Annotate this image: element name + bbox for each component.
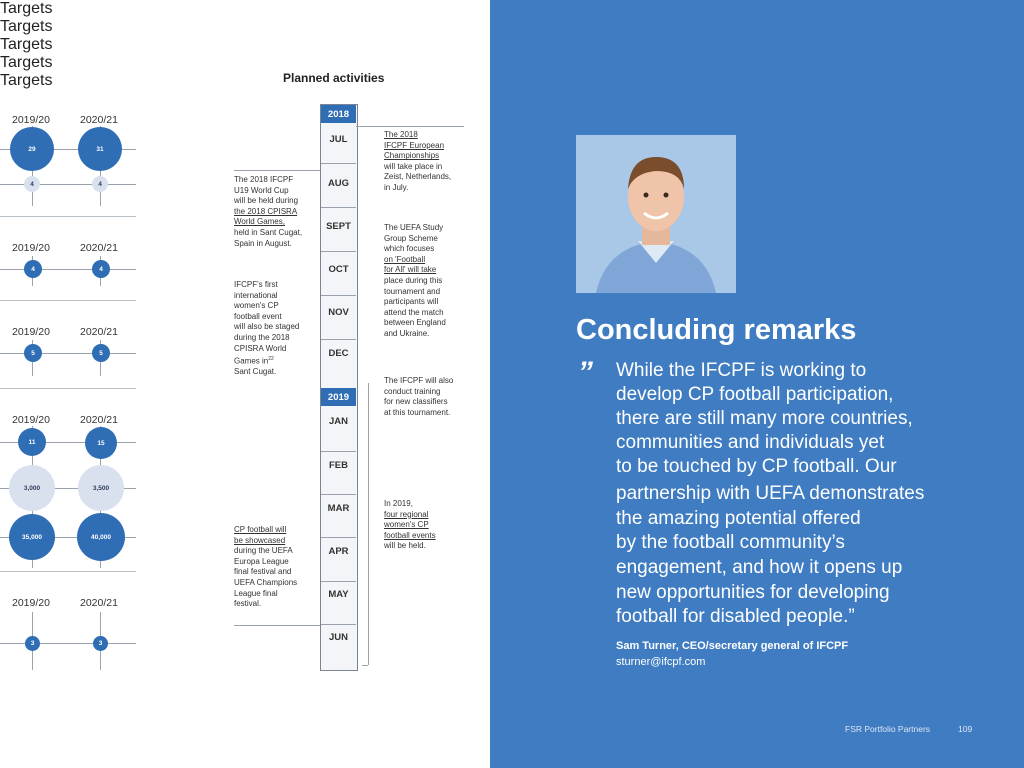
- note-regional-events: In 2019, four regional women's CP football events will be held.: [384, 499, 436, 551]
- month-label: FEB: [329, 460, 348, 471]
- year-label: 2019/20: [12, 414, 50, 426]
- portrait-photo: [576, 135, 736, 293]
- target-value-dot: 3,000: [9, 465, 55, 511]
- quote-line: the amazing potential offered: [616, 508, 861, 529]
- target-value-dot: 4: [24, 260, 42, 278]
- concluding-remarks-heading: Concluding remarks: [576, 314, 857, 346]
- month-label: APR: [328, 546, 349, 557]
- month-label: MAR: [327, 503, 350, 514]
- target-value-dot: 4: [24, 176, 40, 192]
- month-label: JUN: [328, 632, 348, 643]
- year-2019-label: 2019: [321, 388, 356, 406]
- target-value-dot: 29: [10, 127, 54, 171]
- note-classifiers: The IFCPF will also conduct training for new classifiers at this tournament.: [384, 376, 454, 417]
- target-value-dot: 40,000: [77, 513, 125, 561]
- quote-mark-icon: ”: [578, 356, 591, 389]
- note-womens-event: IFCPF's first international women's CP football event will also be staged during the 2018 CPISRA World Games $in^{22}$ Sant Cugat.: [234, 280, 300, 377]
- month-label: NOV: [328, 307, 349, 318]
- year-label: 2019/20: [12, 597, 50, 609]
- targets-heading: Targets: [0, 72, 53, 89]
- year-label: 2019/20: [12, 114, 50, 126]
- target-value-dot: 3: [25, 636, 40, 651]
- left-page: [0, 0, 490, 768]
- target-value-dot: 4: [92, 260, 110, 278]
- month-label: MAY: [328, 589, 349, 600]
- note-european-championships: The 2018 IFCPF European Championships will take place in Zeist, Netherlands, in July.: [384, 130, 452, 192]
- year-label: 2019/20: [12, 242, 50, 254]
- targets-heading: Targets: [0, 54, 53, 71]
- target-value-dot: 4: [92, 176, 108, 192]
- quote-line: football for disabled people.”: [616, 606, 855, 627]
- quote-line: new opportunities for developing: [616, 582, 890, 603]
- author-email-link[interactable]: sturner@ifcpf.com: [616, 656, 706, 668]
- target-value-dot: 5: [24, 344, 42, 362]
- target-value-dot: 31: [78, 127, 122, 171]
- targets-heading: Targets: [0, 36, 53, 53]
- year-label: 2020/21: [80, 414, 118, 426]
- note-study-group: The UEFA Study Group Scheme which focuses on 'Football for All' will take place during this tournament and participants will attend the match between England and Ukraine.: [384, 223, 446, 338]
- page-number: 109: [958, 724, 973, 734]
- month-label: OCT: [328, 264, 349, 275]
- year-label: 2020/21: [80, 242, 118, 254]
- quote-line: by the football community’s: [616, 532, 845, 553]
- target-value-dot: 3: [93, 636, 108, 651]
- month-label: JAN: [328, 416, 348, 427]
- quote-line: communities and individuals yet: [616, 432, 885, 453]
- quote-line: While the IFCPF is working to: [616, 360, 867, 381]
- target-value-dot: 15: [85, 427, 117, 459]
- note-showcased: CP football will be showcased during the UEFA Europa League final festival and UEFA Champions League final festival.: [234, 525, 298, 609]
- footer-label: FSR Portfolio Partners: [845, 724, 931, 734]
- year-label: 2019/20: [12, 326, 50, 338]
- quote-line: develop CP football participation,: [616, 384, 894, 405]
- target-value-dot: 5: [92, 344, 110, 362]
- quote-author: Sam Turner, CEO/secretary general of IFCPF: [616, 640, 849, 652]
- targets-heading: Targets: [0, 0, 53, 17]
- year-label: 2020/21: [80, 326, 118, 338]
- quote-line: to be touched by CP football. Our: [616, 456, 897, 477]
- month-label: DEC: [328, 348, 349, 359]
- planned-activities-title: Planned activities: [283, 71, 385, 85]
- note-u19-world-cup: The 2018 IFCPF U19 World Cup will be held during the 2018 CPISRA World Games, held in Sant Cugat, Spain in August.: [234, 175, 303, 248]
- year-label: 2020/21: [80, 114, 118, 126]
- quote-line: partnership with UEFA demonstrates: [616, 483, 925, 504]
- year-2018-label: 2018: [321, 105, 356, 123]
- month-label: JUL: [329, 134, 348, 145]
- quote-line: there are still many more countries,: [616, 408, 913, 429]
- target-value-dot: 3,500: [78, 465, 124, 511]
- quote-line: engagement, and how it opens up: [616, 557, 903, 578]
- target-value-dot: 11: [18, 428, 46, 456]
- target-value-dot: 35,000: [9, 514, 55, 560]
- targets-heading: Targets: [0, 18, 53, 35]
- month-label: SEPT: [326, 221, 351, 232]
- month-label: AUG: [327, 178, 350, 189]
- year-label: 2020/21: [80, 597, 118, 609]
